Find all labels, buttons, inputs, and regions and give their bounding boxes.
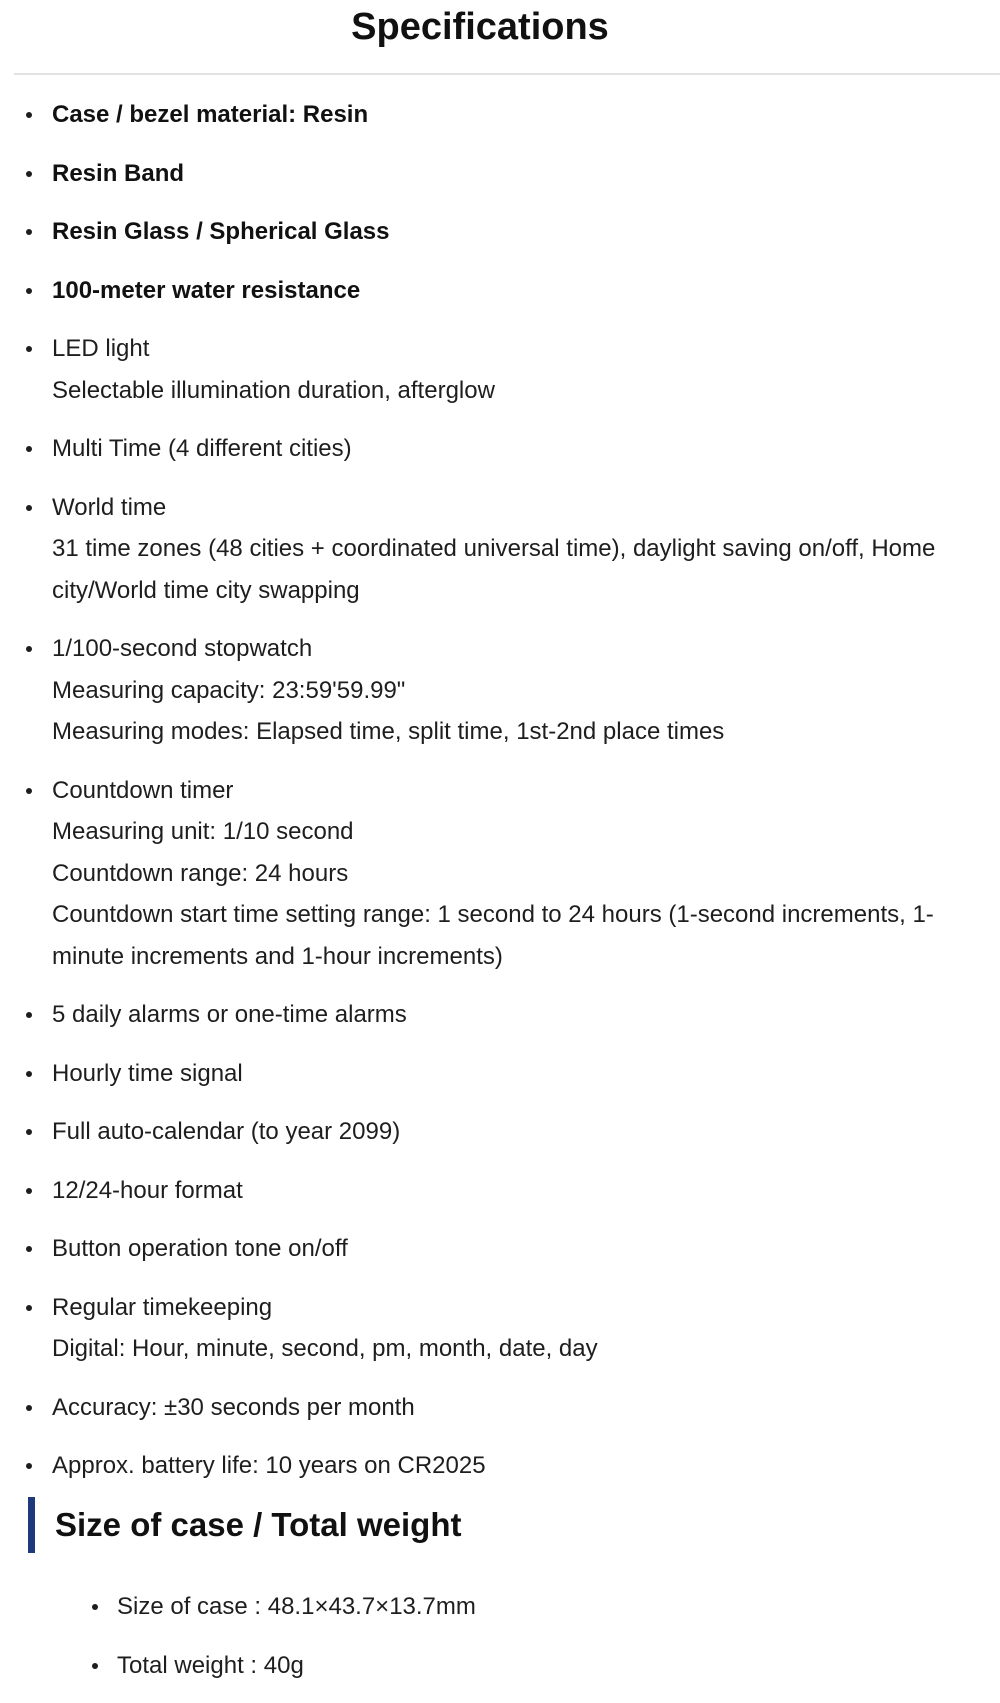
spec-item-label: 1/100-second stopwatch	[52, 635, 313, 662]
size-weight-text: Total weight : 40g	[117, 1651, 304, 1679]
spec-item-label: Accuracy: ±30 seconds per month	[52, 1393, 415, 1421]
size-weight-item	[0, 1645, 1000, 1687]
spec-item	[0, 1111, 1000, 1153]
spec-item-label: Multi Time (4 different cities)	[52, 435, 352, 462]
spec-item	[0, 1170, 1000, 1212]
spec-item-label: Resin Band	[52, 159, 185, 187]
page-title: Specifications	[351, 6, 609, 48]
spec-item-label: LED light	[52, 335, 150, 362]
bullet-icon	[26, 446, 32, 452]
bullet-icon	[92, 1604, 98, 1610]
spec-item-detail: Digital: Hour, minute, second, pm, month, date, day	[52, 1335, 598, 1362]
spec-item-label: Resin Glass / Spherical Glass	[52, 218, 390, 245]
spec-item-label: 100-meter water resistance	[52, 276, 361, 304]
bullet-icon	[26, 171, 32, 177]
bullet-icon	[26, 1463, 32, 1469]
spec-item	[0, 211, 1000, 253]
spec-item	[0, 628, 1000, 753]
spec-item	[0, 994, 1000, 1036]
bullet-icon	[26, 788, 32, 794]
spec-item	[0, 1228, 1000, 1270]
spec-item-detail: Countdown range: 24 hours	[52, 859, 349, 887]
spec-item-label: Approx. battery life: 10 years on CR2025	[52, 1452, 486, 1479]
bullet-icon	[26, 1188, 32, 1194]
spec-item-label: Button operation tone on/off	[52, 1235, 348, 1262]
spec-item	[0, 1287, 1000, 1370]
bullet-icon	[26, 1305, 32, 1311]
bullet-icon	[26, 346, 32, 352]
bullet-icon	[26, 646, 32, 652]
bullet-icon	[26, 1129, 32, 1135]
spec-item-label: World time	[52, 493, 167, 521]
spec-item-label: Full auto-calendar (to year 2099)	[52, 1118, 401, 1145]
bullet-icon	[26, 288, 32, 294]
bullet-icon	[26, 505, 32, 511]
bullet-icon	[26, 1071, 32, 1077]
spec-item-detail: Measuring capacity: 23:59'59.99"	[52, 676, 406, 704]
spec-item-label: 12/24-hour format	[52, 1176, 243, 1204]
spec-item	[0, 1445, 1000, 1487]
bullet-icon	[92, 1663, 98, 1669]
bullet-icon	[26, 1246, 32, 1252]
spec-item	[0, 428, 1000, 470]
spec-item	[0, 770, 1000, 978]
spec-item	[0, 270, 1000, 312]
section-heading-size-weight: Size of case / Total weight	[28, 1497, 461, 1553]
spec-item-detail: Selectable illumination duration, afterglow	[52, 376, 495, 404]
bullet-icon	[26, 1012, 32, 1018]
spec-item-label: 5 daily alarms or one-time alarms	[52, 1001, 407, 1028]
spec-item-detail: Measuring unit: 1/10 second	[52, 818, 354, 845]
size-weight-text: Size of case : 48.1×43.7×13.7mm	[117, 1593, 476, 1620]
bullet-icon	[26, 229, 32, 235]
spec-item	[0, 153, 1000, 195]
spec-item-label: Countdown timer	[52, 776, 234, 804]
spec-item-detail: Measuring modes: Elapsed time, split time, 1st-2nd place times	[52, 718, 725, 745]
spec-item-label: Case / bezel material: Resin	[52, 101, 369, 128]
spec-item-label: Hourly time signal	[52, 1059, 243, 1087]
spec-item-detail: Countdown start time setting range: 1 second to 24 hours (1-second increments, 1-minute increments and 1-hour increments)	[52, 901, 934, 970]
bullet-icon	[26, 1405, 32, 1411]
spec-item	[0, 94, 1000, 136]
spec-item	[0, 328, 1000, 411]
spec-item	[0, 487, 1000, 612]
spec-item-label: Regular timekeeping	[52, 1293, 273, 1321]
spec-item-detail: 31 time zones (48 cities + coordinated universal time), daylight saving on/off, Home city/World time city swapping	[52, 535, 936, 604]
spec-item	[0, 1387, 1000, 1429]
spec-item	[0, 1053, 1000, 1095]
title-divider	[14, 73, 1000, 75]
bullet-icon	[26, 112, 32, 118]
size-weight-list	[0, 1586, 1000, 1703]
size-weight-item	[0, 1586, 1000, 1628]
specifications-list	[0, 94, 1000, 1504]
